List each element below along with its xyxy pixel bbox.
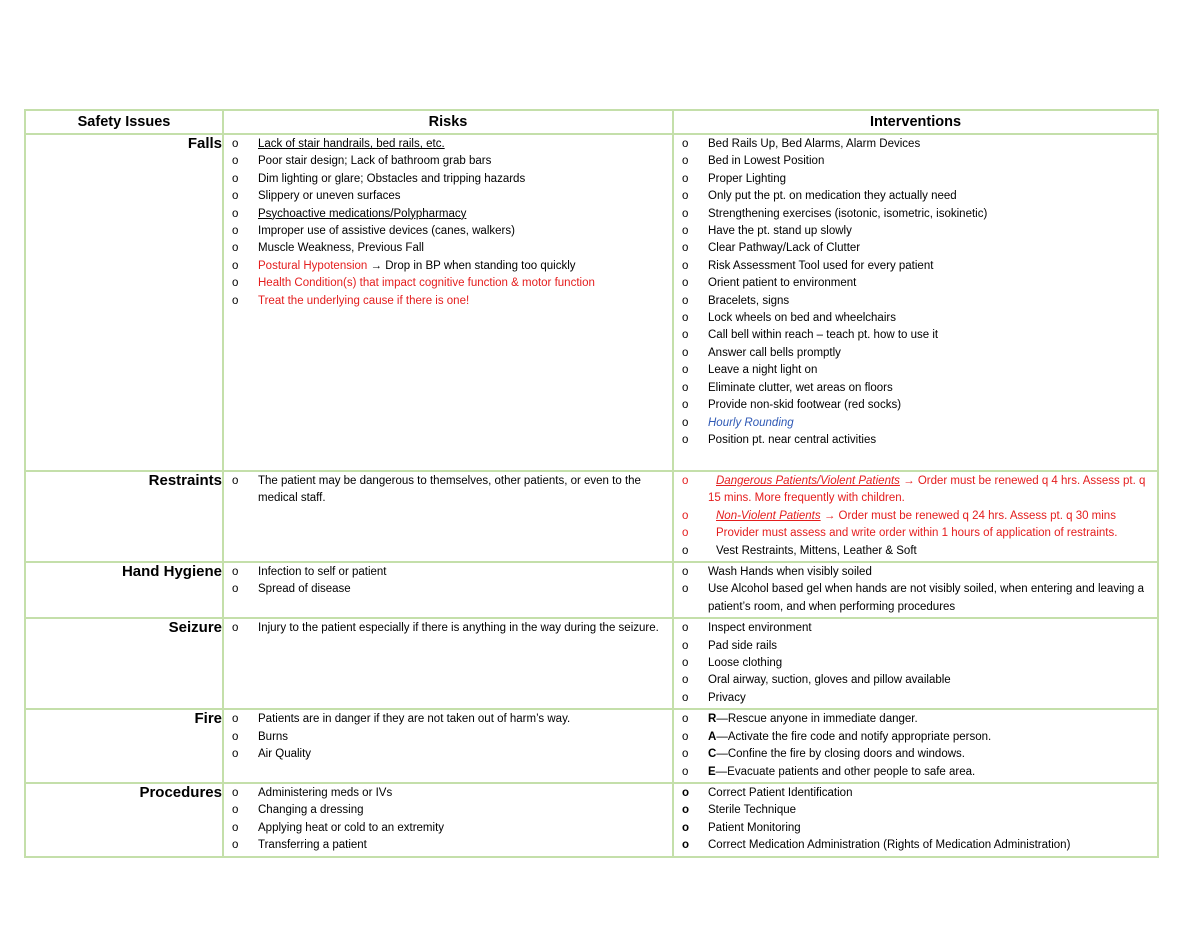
list-item: o Only put the pt. on medication they actually need xyxy=(682,188,1157,205)
list-item: o Bracelets, signs xyxy=(682,293,1157,310)
list-item: o Provider must assess and write order within 1 hours of application of restraints. xyxy=(682,525,1157,542)
list-item: o Call bell within reach – teach pt. how to use it xyxy=(682,327,1157,344)
risks-fire xyxy=(223,709,673,783)
list-item: o Postural Hypotension → Drop in BP when standing too quickly xyxy=(232,258,672,275)
list-item: o Inspect environment xyxy=(682,620,1157,637)
list-item: o Dangerous Patients/Violent Patients → Order must be renewed q 4 hrs. Assess pt. q 15 mins. More frequently with children. xyxy=(682,473,1157,508)
list-item: o Dim lighting or glare; Obstacles and tripping hazards xyxy=(232,171,672,188)
risks-seizure xyxy=(223,618,673,709)
row-procedures xyxy=(25,783,1158,857)
list-item: o Clear Pathway/Lack of Clutter xyxy=(682,240,1157,257)
list-item: o Pad side rails xyxy=(682,638,1157,655)
header-row xyxy=(25,110,1158,134)
list-item: o Applying heat or cold to an extremity xyxy=(232,820,672,837)
list-item: o C—Confine the fire by closing doors and windows. xyxy=(682,746,1157,763)
interventions-hand-hygiene xyxy=(673,562,1158,618)
issue-falls: Falls xyxy=(25,134,223,471)
list-item: o Administering meds or IVs xyxy=(232,785,672,802)
list-item: o Vest Restraints, Mittens, Leather & Soft xyxy=(682,543,1157,560)
list-item: o Treat the underlying cause if there is one! xyxy=(232,293,672,310)
list-item: o Eliminate clutter, wet areas on floors xyxy=(682,380,1157,397)
list-item: o Health Condition(s) that impact cognitive function & motor function xyxy=(232,275,672,292)
row-hand-hygiene xyxy=(25,562,1158,618)
list-item: o Patient Monitoring xyxy=(682,820,1157,837)
list-item: o E—Evacuate patients and other people to safe area. xyxy=(682,764,1157,781)
interventions-procedures xyxy=(673,783,1158,857)
row-fire xyxy=(25,709,1158,783)
list-item: o Strengthening exercises (isotonic, isometric, isokinetic) xyxy=(682,206,1157,223)
row-restraints xyxy=(25,471,1158,562)
issue-procedures: Procedures xyxy=(25,783,223,857)
header-safety-issues: Safety Issues xyxy=(25,110,223,134)
arrow-right-icon: → xyxy=(370,259,383,272)
risks-falls xyxy=(223,134,673,471)
list-item: o Answer call bells promptly xyxy=(682,345,1157,362)
list-item: o The patient may be dangerous to themselves, other patients, or even to the medical staff. xyxy=(232,473,672,508)
list-item: o Have the pt. stand up slowly xyxy=(682,223,1157,240)
list-item: o R—Rescue anyone in immediate danger. xyxy=(682,711,1157,728)
list-item: o Psychoactive medications/Polypharmacy xyxy=(232,206,672,223)
arrow-right-icon: → xyxy=(823,509,836,522)
row-falls xyxy=(25,134,1158,471)
list-item: o Sterile Technique xyxy=(682,802,1157,819)
list-item: o Poor stair design; Lack of bathroom grab bars xyxy=(232,153,672,170)
list-item: o Injury to the patient especially if there is anything in the way during the seizure. xyxy=(232,620,672,637)
risks-hand-hygiene xyxy=(223,562,673,618)
safety-issues-table xyxy=(24,109,1159,858)
issue-restraints: Restraints xyxy=(25,471,223,562)
list-item: o Lack of stair handrails, bed rails, etc. xyxy=(232,136,672,153)
list-item: o Infection to self or patient xyxy=(232,564,672,581)
list-item: o Improper use of assistive devices (canes, walkers) xyxy=(232,223,672,240)
interventions-seizure xyxy=(673,618,1158,709)
row-seizure xyxy=(25,618,1158,709)
list-item: o Privacy xyxy=(682,690,1157,707)
list-item: o Provide non-skid footwear (red socks) xyxy=(682,397,1157,414)
list-item: o Slippery or uneven surfaces xyxy=(232,188,672,205)
arrow-right-icon: → xyxy=(903,475,915,487)
list-item: o Hourly Rounding xyxy=(682,415,1157,432)
list-item: o Loose clothing xyxy=(682,655,1157,672)
interventions-fire xyxy=(673,709,1158,783)
list-item: o Patients are in danger if they are not taken out of harm’s way. xyxy=(232,711,672,728)
list-item: o A—Activate the fire code and notify appropriate person. xyxy=(682,729,1157,746)
risks-restraints xyxy=(223,471,673,562)
list-item: o Risk Assessment Tool used for every patient xyxy=(682,258,1157,275)
risks-procedures xyxy=(223,783,673,857)
issue-hand-hygiene: Hand Hygiene xyxy=(25,562,223,618)
list-item: o Non-Violent Patients → Order must be renewed q 24 hrs. Assess pt. q 30 mins xyxy=(682,508,1157,525)
list-item: o Leave a night light on xyxy=(682,362,1157,379)
list-item: o Position pt. near central activities xyxy=(682,432,1157,449)
issue-fire: Fire xyxy=(25,709,223,783)
list-item: o Use Alcohol based gel when hands are not visibly soiled, when entering and leaving a patient’s room, and when performing procedures xyxy=(682,581,1157,616)
header-risks: Risks xyxy=(223,110,673,134)
list-item: o Spread of disease xyxy=(232,581,672,598)
issue-seizure: Seizure xyxy=(25,618,223,709)
list-item: o Wash Hands when visibly soiled xyxy=(682,564,1157,581)
header-interventions: Interventions xyxy=(673,110,1158,134)
list-item: o Proper Lighting xyxy=(682,171,1157,188)
list-item: o Transferring a patient xyxy=(232,837,672,854)
list-item: o Muscle Weakness, Previous Fall xyxy=(232,240,672,257)
list-item: o Orient patient to environment xyxy=(682,275,1157,292)
list-item: o Oral airway, suction, gloves and pillow available xyxy=(682,672,1157,689)
list-item: o Lock wheels on bed and wheelchairs xyxy=(682,310,1157,327)
list-item: o Bed in Lowest Position xyxy=(682,153,1157,170)
interventions-restraints xyxy=(673,471,1158,562)
interventions-falls xyxy=(673,134,1158,471)
list-item: o Air Quality xyxy=(232,746,672,763)
list-item: o Changing a dressing xyxy=(232,802,672,819)
list-item: o Correct Medication Administration (Rights of Medication Administration) xyxy=(682,837,1157,854)
list-item: o Correct Patient Identification xyxy=(682,785,1157,802)
list-item: o Bed Rails Up, Bed Alarms, Alarm Devices xyxy=(682,136,1157,153)
list-item: o Burns xyxy=(232,729,672,746)
